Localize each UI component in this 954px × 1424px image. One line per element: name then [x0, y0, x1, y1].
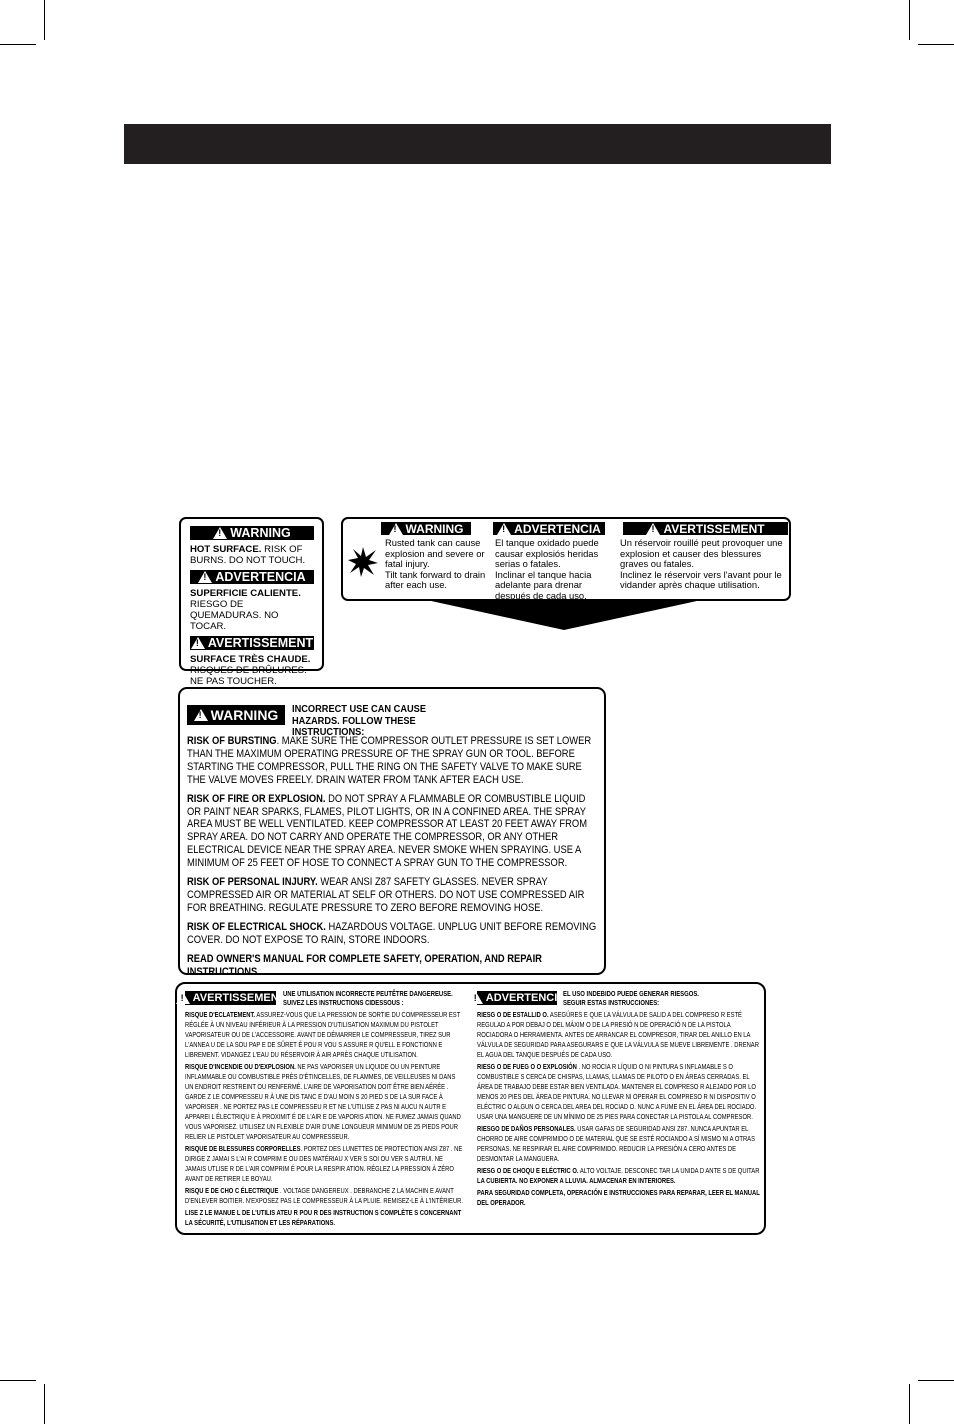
warning-triangle-icon — [194, 709, 208, 721]
hot-surface-label — [179, 517, 324, 688]
crop-mark — [918, 44, 954, 45]
french-text: Un réservoir rouillé peut provoquer une explosion et causer des blessures graves ou fatales. Inclinez le réservoir vers l'avant pour le vidander après chaque utilisation. — [620, 537, 783, 591]
warning-triangle-icon — [213, 527, 227, 539]
paragraph: RIESG O DE CHOQU E ELÉCTRIC O. ALTO VOLTAJE. DESCONEC TAR LA UNIDA D ANTE S DE QUITAR LA CUBIERTA. NO EXPONER A LLUVIA. ALMACENAR EN INTERIORES. — [477, 1166, 760, 1185]
paragraph: RISK OF BURSTING. MAKE SURE THE COMPRESSOR OUTLET PRESSURE IS SET LOWER THAN THE MAXIMUM OPERATING PRESSURE OF THE SPRAY GUN OR TOOL. BEFORE STARTING THE COMPRESSOR, PULL THE RING ON THE SAFETY VALVE TO MAKE SURE THE VALVE MOVES FREELY. DRAIN WATER FROM TANK AFTER EACH USE. — [187, 735, 592, 786]
spanish-instructions — [477, 1010, 761, 1210]
warning-triangle-icon — [389, 523, 403, 535]
warning-triangle-icon — [497, 523, 511, 535]
english-text: Rusted tank can cause explosion and severe or fatal injury. Tilt tank forward to drain after each use. — [385, 537, 486, 591]
warning-triangle-icon — [198, 571, 212, 583]
crop-mark — [44, 0, 45, 40]
intro-text: INCORRECT USE CAN CAUSE HAZARDS. FOLLOW THESE INSTRUCTIONS: — [292, 703, 426, 738]
paragraph: RISQUE DE BLESSURES CORPORELLES. PORTEZ DES LUNETTES DE PROTECTION ANSI Z87 . NE DIRIGE Z JAMAI S L'AI R COMPRIM E OU DES MATÉRIAU X VER S SOI OU VER S AUTRUI. NE JAMAIS UTLISE R DE L'AIR COMPRIM É POUR LA RESPIR ATION. RÉGLEZ LA PRESSION À ZÉRO AVANT DE RETIRER LE BOYAU. — [185, 1144, 463, 1183]
paragraph: RISQUE D'ECLATEMENT. ASSUREZ-VOUS QUE LA PRESSION DE SORTIE DU COMPRESSEUR EST RÉGLÉE À UN NIVEAU INFÉRIEUR À LA PRESSION D'UTILISATION MAXIMUM DU PISTOLET VAPORISATEUR OU DE L'ACCESSOIRE. AVANT DE DÉMARRER LE COMPRESSEUR, TIREZ SUR L'ANNEA U DE LA SOU PAP E DE SÛRET É POU R VOU S ASSURE R QU'ELL E FONCTIONN E LIBREMENT. VIDANGEZ L'EAU DU RÉSERVOIR À AIR APRÈS CHAQUE UTILISATION. — [185, 1010, 461, 1059]
warning-triangle-icon — [646, 523, 660, 535]
warning-header: ! WARNING — [187, 705, 285, 725]
label-text: SUPERFICIE CALIENTE. RIESGO DE QUEMADURAS. NO TOCAR. — [190, 587, 301, 633]
bilingual-warning-label — [175, 982, 766, 1235]
intro-text: EL USO INDEBIDO PUEDE GENERAR RIESGOS. SEGUIR ESTAS INSTRUCCIONES: — [563, 989, 699, 1008]
paragraph: RISK OF ELECTRICAL SHOCK. HAZARDOUS VOLTAGE. UNPLUG UNIT BEFORE REMOVING COVER. DO NOT EXPOSE TO RAIN, STORE INDOORS. — [187, 920, 597, 946]
paragraph: RIESG O DE FUEG O O EXPLOSIÓN . NO ROCIA R LÍQUID O NI PINTURA S INFLAMABLE S O COMBUSTIBLE S CERCA DE CHISPAS, LLAMAS, LLAMAS DE PILOTO O EN ÁREAS CERRADAS. EL ÁREA DE TRABAJO DEBE ESTAR BIEN VENTILADA. MANTENER EL COMPRESO R ALEJADO POR LO MENOS 20 PIES DEL ÁREA DE PINTURA. NO LLEVAR NI OPERAR EL COMPRESO R NI DISPOSITIV O ELÉCTRIC O ALGUN O CERCA DEL AREA DEL ROCIAD O. NUNC A FUME EN EL ÁREA DEL ROCIADO. USAR UNA MANGUERE DE UN MÍNIMO DE 25 PIES PARA CONECTAR LA PISTOLA AL COMPRESOR. — [477, 1062, 757, 1121]
label-text: HOT SURFACE. RISK OF BURNS. DO NOT TOUCH. — [190, 544, 306, 567]
paragraph: PARA SEGURIDAD COMPLETA, OPERACIÓN E INSTRUCCIONES PARA REPARAR, LEER EL MANUAL DEL OPERADOR. — [477, 1188, 760, 1207]
paragraph: RIESGO DE DAÑOS PERSONALES. USAR GAFAS DE SEGURIDAD ANSI Z87. NUNCA APUNTAR EL CHORRO DE AIRE COMPRIMIDO O DE MATERIAL QUE SE ESTÉ ROCIANDO A SÍ MISMO NI A OTRAS PERSONAS. NE RESPIRAR EL AIRE COMPRIMIDO. REDUCIR LA PRESIÓN A CERO ANTES DE DESMONTAR LA MANGUERA. — [477, 1124, 755, 1163]
paragraph: RISQU E DE CHO C ÉLECTRIQUE . VOLTAGE DANGEREUX . DEBRANCHE Z LA MACHIN E AVANT D'ENLEVER BOITIER. N'EXPOSEZ PAS LE COMPRESSEUR À LA PLUIE. REMISEZ-LE À L'INTÉRIEUR. — [185, 1186, 463, 1205]
crop-mark — [0, 1380, 36, 1381]
label-text: SURFACE TRÈS CHAUDE. RISQUES DE BRÛLURES. NE PAS TOUCHER. — [190, 653, 311, 688]
paragraph: LISE Z LE MANUE L DE L'UTILIS ATEU R POU R DES INSTRUCTION S COMPLÈTE S CONCERNANT LA SÉCURITÉ, L'UTILISATION ET LES RÉPARATIONS. — [185, 1208, 462, 1227]
pointer-arrow — [422, 599, 706, 630]
spanish-text: El tanque oxidado puede causar explosiós heridas serias o fatales. Inclinar el tanque hacia adelante para drenar después de cada uso. — [495, 537, 599, 601]
avertissement-header: ! AVERTISSEMENT — [190, 636, 314, 650]
crop-mark — [44, 1384, 45, 1424]
warning-triangle-icon — [191, 637, 205, 649]
warning-triangle-icon — [176, 992, 190, 1004]
instructions — [187, 735, 599, 984]
crop-mark — [909, 0, 910, 40]
rusted-tank-label — [341, 517, 791, 601]
section-header-bar — [124, 124, 831, 164]
paragraph: RISK OF PERSONAL INJURY. WEAR ANSI Z87 SAFETY GLASSES. NEVER SPRAY COMPRESSED AIR OR MATERIAL AT SELF OR OTHERS. DO NOT USE COMPRESSED AIR FOR BREATHING. REGULATE PRESSURE TO ZERO BEFORE REMOVING HOSE. — [187, 876, 585, 914]
english-warning-label — [178, 687, 606, 978]
paragraph: RISQUE D'INCENDIE OU D'EXPLOSION. NE PAS VAPORISER UN LIQUIDE OU UN PEINTURE INFLAMMABLE OU COMBUSTIBLE PRÈS D'ÉTINCELLES, DE FLAMMES, DE VEILLEUSES NI DANS UN ENDROIT RESTREINT OU RENFERMÉ. L'AIRE DE VAPORISATION DOIT ÊTRE BIEN AÉRÉE . GARDE Z LE COMPRESSEU R À UNE DIS TANC E D'AU MOIN S 20 PIED S DE LA SUR FACE À VAPORISER . NE PORTEZ PAS LE COMPRESSEU R ET NE L'UTILISE Z PAS NI AUCU N AUTR E APPAREI L ÉLECTRIQU E À PROXIMIT É DE L'AIR E DE VAPORIS ATION. NE FUMEZ JAMAIS QUAND VOUS VAPORISEZ. UTILISEZ UN FLEXIBLE D'AIR D'UNE LONGUEUR MINIMUM DE 25 PIEDS POUR RELIER LE PISTOLET VAPORISATEUR AU COMPRESSEUR. — [185, 1062, 461, 1141]
advertencia-header: ! ADVERTENCIA — [190, 570, 314, 584]
avertissement-header: ! AVERTISSEMENT — [185, 991, 276, 1005]
advertencia-header: ! ADVERTENCIA — [493, 522, 605, 535]
warning-header: ! WARNING — [190, 526, 314, 540]
french-instructions — [185, 1010, 465, 1230]
paragraph: RIESG O DE ESTALLID O. ASEGÚRES E QUE LA VÁLVULA DE SALID A DEL COMPRESO R ESTÉ REGULAD A POR DEBAJ O DEL MÁXIM O DE LA PRESIÓ N DE OPERACIÓ N DE LA PISTOLA ROCIADORA O HERRAMIENTA. ANTES DE ARRANCAR EL COMPRESOR, TIRAR DEL ANILLO EN LA VÁLVULA DE SEGURIDAD PARA ASEGURARS E QUE LA VÁLVULA SE MUEVE LIBREMENTE . DRENAR EL AGUA DEL TANQUE DESPUÉS DE CADA USO. — [477, 1010, 759, 1059]
intro-text: UNE UTILISATION INCORRECTE PEUTÊTRE DANGEREUSE. SUIVEZ LES INSTRUCTIONS CIDESSOUS : — [283, 989, 453, 1008]
warning-header: ! WARNING — [381, 522, 471, 535]
paragraph: RISK OF FIRE OR EXPLOSION. DO NOT SPRAY A FLAMMABLE OR COMBUSTIBLE LIQUID OR PAINT NEAR SPARKS, FLAMES, PILOT LIGHTS, OR IN A CONFINED AREA. THE SPRAY AREA MUST BE WELL VENTILATED. KEEP COMPRESSOR AT LEAST 20 FEET AWAY FROM SPRAY AREA. DO NOT CARRY AND OPERATE THE COMPRESSOR, OR ANY OTHER ELECTRICAL DEVICE NEAR THE SPRAY AREA. NEVER SMOKE WHEN SPRAYING. USE A MINIMUM OF 25 FEET OF HOSE TO CONNECT A SPRAY GUN TO THE COMPRESSOR. — [187, 792, 588, 870]
crop-mark — [918, 1380, 954, 1381]
warning-triangle-icon — [469, 992, 483, 1004]
paragraph: READ OWNER'S MANUAL FOR COMPLETE SAFETY, OPERATION, AND REPAIR INSTRUCTIONS. — [187, 952, 542, 978]
explosion-icon — [347, 546, 379, 578]
avertissement-header: ! AVERTISSEMENT — [623, 522, 788, 535]
crop-mark — [909, 1384, 910, 1424]
advertencia-header: ! ADVERTENCIA — [477, 991, 557, 1005]
crop-mark — [0, 44, 36, 45]
